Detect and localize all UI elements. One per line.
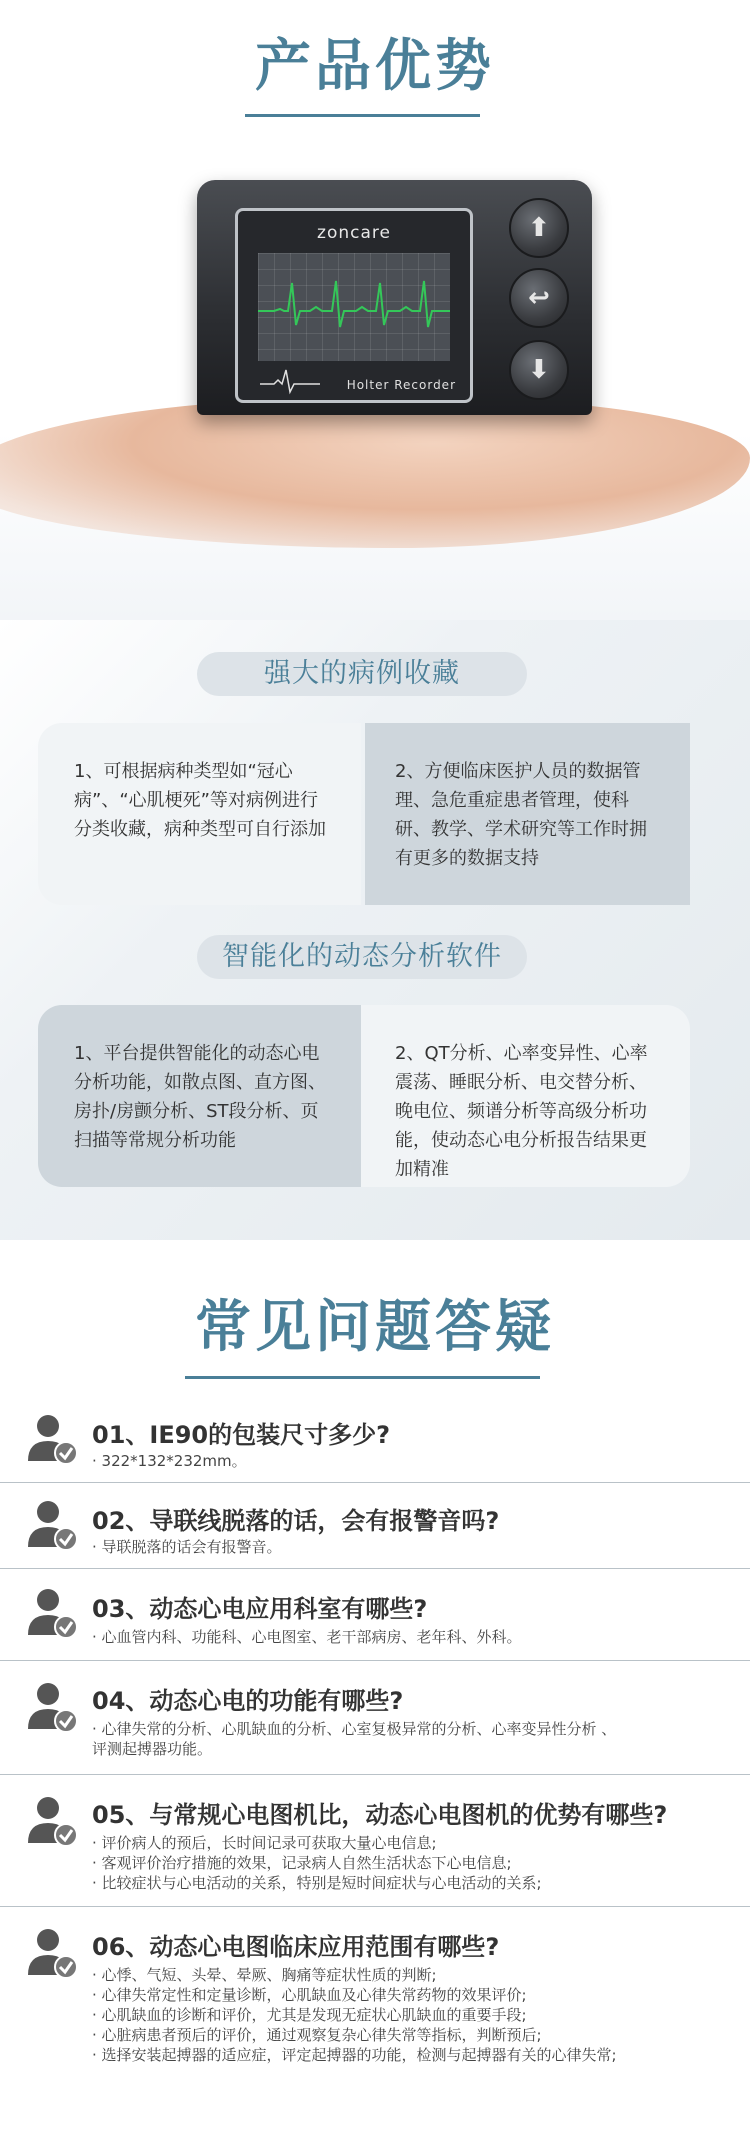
- user-check-icon: [24, 1925, 80, 1981]
- faq-answer-line: · 客观评价治疗措施的效果，记录病人自然生活状态下心电信息;: [92, 1854, 512, 1872]
- device-up-button: ⬆: [509, 198, 569, 258]
- feature-section: [0, 620, 750, 1240]
- faq-section-title: 常见问题答疑: [195, 1295, 555, 1360]
- faq-question: 03、动态心电应用科室有哪些?: [92, 1595, 428, 1623]
- faq-question: 02、导联线脱落的话，会有报警音吗?: [92, 1507, 500, 1535]
- faq-item: [0, 1397, 750, 1483]
- device-brand-logo: zoncare: [317, 223, 391, 243]
- faq-answer-line: · 选择安装起搏器的适应症，评定起搏器的功能，检测与起搏器有关的心律失常;: [92, 2046, 617, 2064]
- faq-answer-line: · 导联脱落的话会有报警音。: [92, 1538, 282, 1556]
- faq-answer-line: · 心肌缺血的诊断和评价，尤其是发现无症状心肌缺血的重要手段;: [92, 2006, 527, 2024]
- feature-heading-case-collection: 强大的病例收藏: [197, 652, 527, 696]
- user-check-icon: [24, 1411, 80, 1467]
- product-hero-image: [0, 150, 750, 620]
- faq-answer-line: · 比较症状与心电活动的关系，特别是短时间症状与心电活动的关系;: [92, 1874, 542, 1892]
- faq-item: [0, 1907, 750, 2137]
- feature-panel-case-2: 2、方便临床医护人员的数据管理、急危重症患者管理，使科研、教学、学术研究等工作时拥有更多的数据支持: [365, 723, 690, 905]
- faq-answer-line: · 评价病人的预后，长时间记录可获取大量心电信息;: [92, 1834, 437, 1852]
- feature-heading-analysis-software: 智能化的动态分析软件: [197, 935, 527, 979]
- user-check-icon: [24, 1497, 80, 1553]
- faq-answer-line: · 心脏病患者预后的评价，通过观察复杂心律失常等指标，判断预后;: [92, 2026, 542, 2044]
- feature-panel-analysis-1: 1、平台提供智能化的动态心电分析功能，如散点图、直方图、房扑/房颤分析、ST段分析、页扫描等常规分析功能: [38, 1005, 361, 1187]
- product-title-underline: [245, 114, 480, 117]
- faq-answer-line: · 心律失常的分析、心肌缺血的分析、心室复极异常的分析、心率变异性分析 、: [92, 1720, 617, 1738]
- faq-answer-line: · 322*132*232mm。: [92, 1452, 247, 1470]
- faq-item: [0, 1661, 750, 1775]
- faq-question: 05、与常规心电图机比，动态心电图机的优势有哪些?: [92, 1801, 668, 1829]
- user-check-icon: [24, 1585, 80, 1641]
- faq-answer-line: · 心律失常定性和定量诊断，心肌缺血及心律失常药物的效果评价;: [92, 1986, 527, 2004]
- faq-question: 04、动态心电的功能有哪些?: [92, 1687, 404, 1715]
- faq-answer-line: 评测起搏器功能。: [92, 1740, 213, 1758]
- ecg-waveform-icon: [258, 253, 450, 361]
- user-check-icon: [24, 1793, 80, 1849]
- faq-item: [0, 1775, 750, 1907]
- product-section-title: 产品优势: [255, 34, 495, 99]
- holter-device-image: [197, 180, 592, 415]
- faq-question: 06、动态心电图临床应用范围有哪些?: [92, 1933, 500, 1961]
- faq-answer-line: · 心悸、气短、头晕、晕厥、胸痛等症状性质的判断;: [92, 1966, 437, 1984]
- hand-image: [0, 398, 750, 548]
- feature-panel-case-1: 1、可根据病种类型如“冠心病”、“心肌梗死”等对病例进行分类收藏，病种类型可自行添加: [38, 723, 361, 905]
- device-enter-button: ↩: [509, 268, 569, 328]
- faq-item: [0, 1483, 750, 1569]
- user-check-icon: [24, 1679, 80, 1735]
- heartbeat-icon: [260, 366, 320, 396]
- device-model-label: Holter Recorder: [346, 378, 456, 392]
- faq-answer-line: · 心血管内科、功能科、心电图室、老干部病房、老年科、外科。: [92, 1628, 522, 1646]
- device-screen: [235, 208, 473, 403]
- feature-panel-analysis-2: 2、QT分析、心率变异性、心率震荡、睡眠分析、电交替分析、晚电位、频谱分析等高级分析功能，使动态心电分析报告结果更加精准: [361, 1005, 690, 1187]
- ecg-display: [258, 253, 450, 361]
- device-down-button: ⬇: [509, 340, 569, 400]
- faq-question: 01、IE90的包装尺寸多少?: [92, 1421, 391, 1449]
- faq-item: [0, 1569, 750, 1661]
- faq-title-underline: [185, 1376, 540, 1379]
